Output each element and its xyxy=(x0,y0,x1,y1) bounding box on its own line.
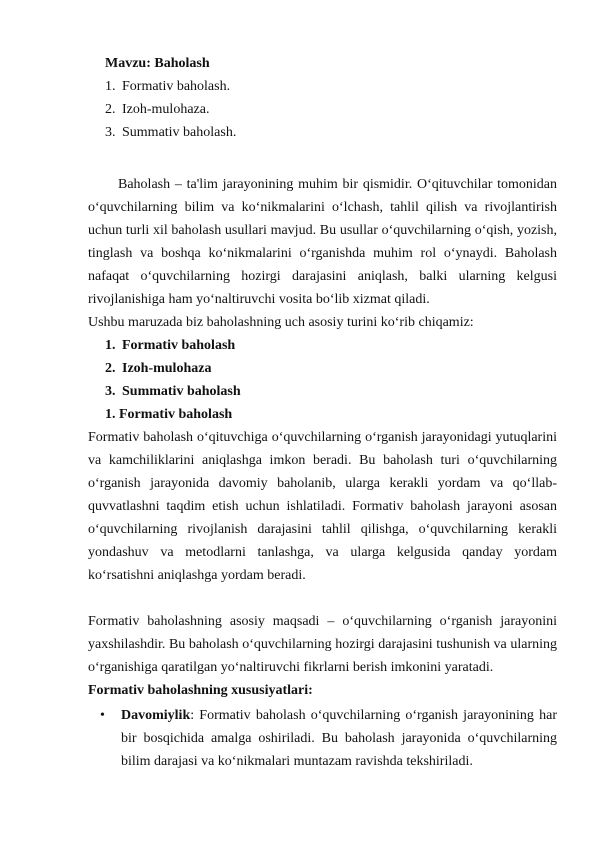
paragraph-maqsad: Formativ baholashning asosiy maqsadi – o‘quvchilarning o‘rganish jarayonini yaxshilashdir. Bu baholash o‘quvchilarning hozirgi darajasini tushunish va ularning o‘rganishiga qaratilgan yo‘naltiruvchi fikrlarni berish imkonini yaratadi. xyxy=(88,614,557,675)
lecture-line: Ushbu maruzada biz baholashning uch asosiy turini ko‘rib chiqamiz: xyxy=(88,315,474,330)
bullet-icon: • xyxy=(100,708,105,723)
list-text: Formativ baholash xyxy=(122,338,236,353)
list-text: Izoh-mulohaza. xyxy=(122,102,210,117)
bullet-term: Davomiylik xyxy=(121,708,191,723)
list-number: 2. xyxy=(105,361,116,376)
list-text: Summativ baholash. xyxy=(122,125,237,140)
types-list-item xyxy=(105,380,241,403)
features-heading: Formativ baholashning xususiyatlari: xyxy=(88,683,313,698)
types-list-item xyxy=(105,357,211,380)
paragraph-formativ: Formativ baholash o‘qituvchiga o‘quvchilarning o‘rganish jarayonidagi yutuqlarini va kamchiliklarini aniqlashga imkon beradi. Bu baholash turi o‘quvchilarning o‘rganish jarayonida davomiy baholanib, ularga kerakli yordam va qo‘llab-quvvatlashni taqdim etish uchun ishlatiladi. Formativ baholash jarayoni asosan o‘quvchilarning rivojlanish darajasini tahlil qilishga, o‘quvchilarning kerakli yondashuv va metodlarni tanlashga, va ularga kelgusida qanday yordam ko‘rsatishni aniqlashga yordam beradi. xyxy=(88,430,557,583)
bullet-text: : Formativ baholash o‘quvchilarning o‘rganish jarayonining har bir bosqichida amalga oshiriladi. Bu baholash jarayonida o‘quvchilarning bilim darajasi va ko‘nikmalari muntazam ravishda tekshiriladi. xyxy=(121,708,557,769)
topic-title: Mavzu: Baholash xyxy=(105,56,210,71)
bullet-item xyxy=(121,704,557,773)
list-text: Formativ baholash. xyxy=(122,79,231,94)
list-number: 2. xyxy=(105,102,116,117)
list-number: 1. xyxy=(105,79,116,94)
list-text: Summativ baholash xyxy=(122,384,241,399)
topic-list-item xyxy=(105,98,209,121)
list-number: 1. xyxy=(105,338,116,353)
types-list-item xyxy=(105,334,235,357)
section-heading: 1. Formativ baholash xyxy=(105,407,233,422)
topic-list-item xyxy=(105,121,236,144)
list-number: 3. xyxy=(105,125,116,140)
list-text: Izoh-mulohaza xyxy=(122,361,212,376)
list-number: 3. xyxy=(105,384,116,399)
topic-list-item xyxy=(105,75,230,98)
intro-paragraph: Baholash – ta'lim jarayonining muhim bir qismidir. O‘qituvchilar tomonidan o‘quvchilarning bilim va ko‘nikmalarini o‘lchash, tahlil qilish va rivojlantirish uchun turli xil baholash usullari mavjud. Bu usullar o‘quvchilarning o‘qish, yozish, tinglash va boshqa ko‘nikmalarini o‘rganishda muhim rol o‘ynaydi. Baholash nafaqat o‘quvchilarning hozirgi darajasini aniqlash, balki ularning kelgusi rivojlanishiga ham yo‘naltiruvchi vosita bo‘lib xizmat qiladi. xyxy=(88,177,557,307)
